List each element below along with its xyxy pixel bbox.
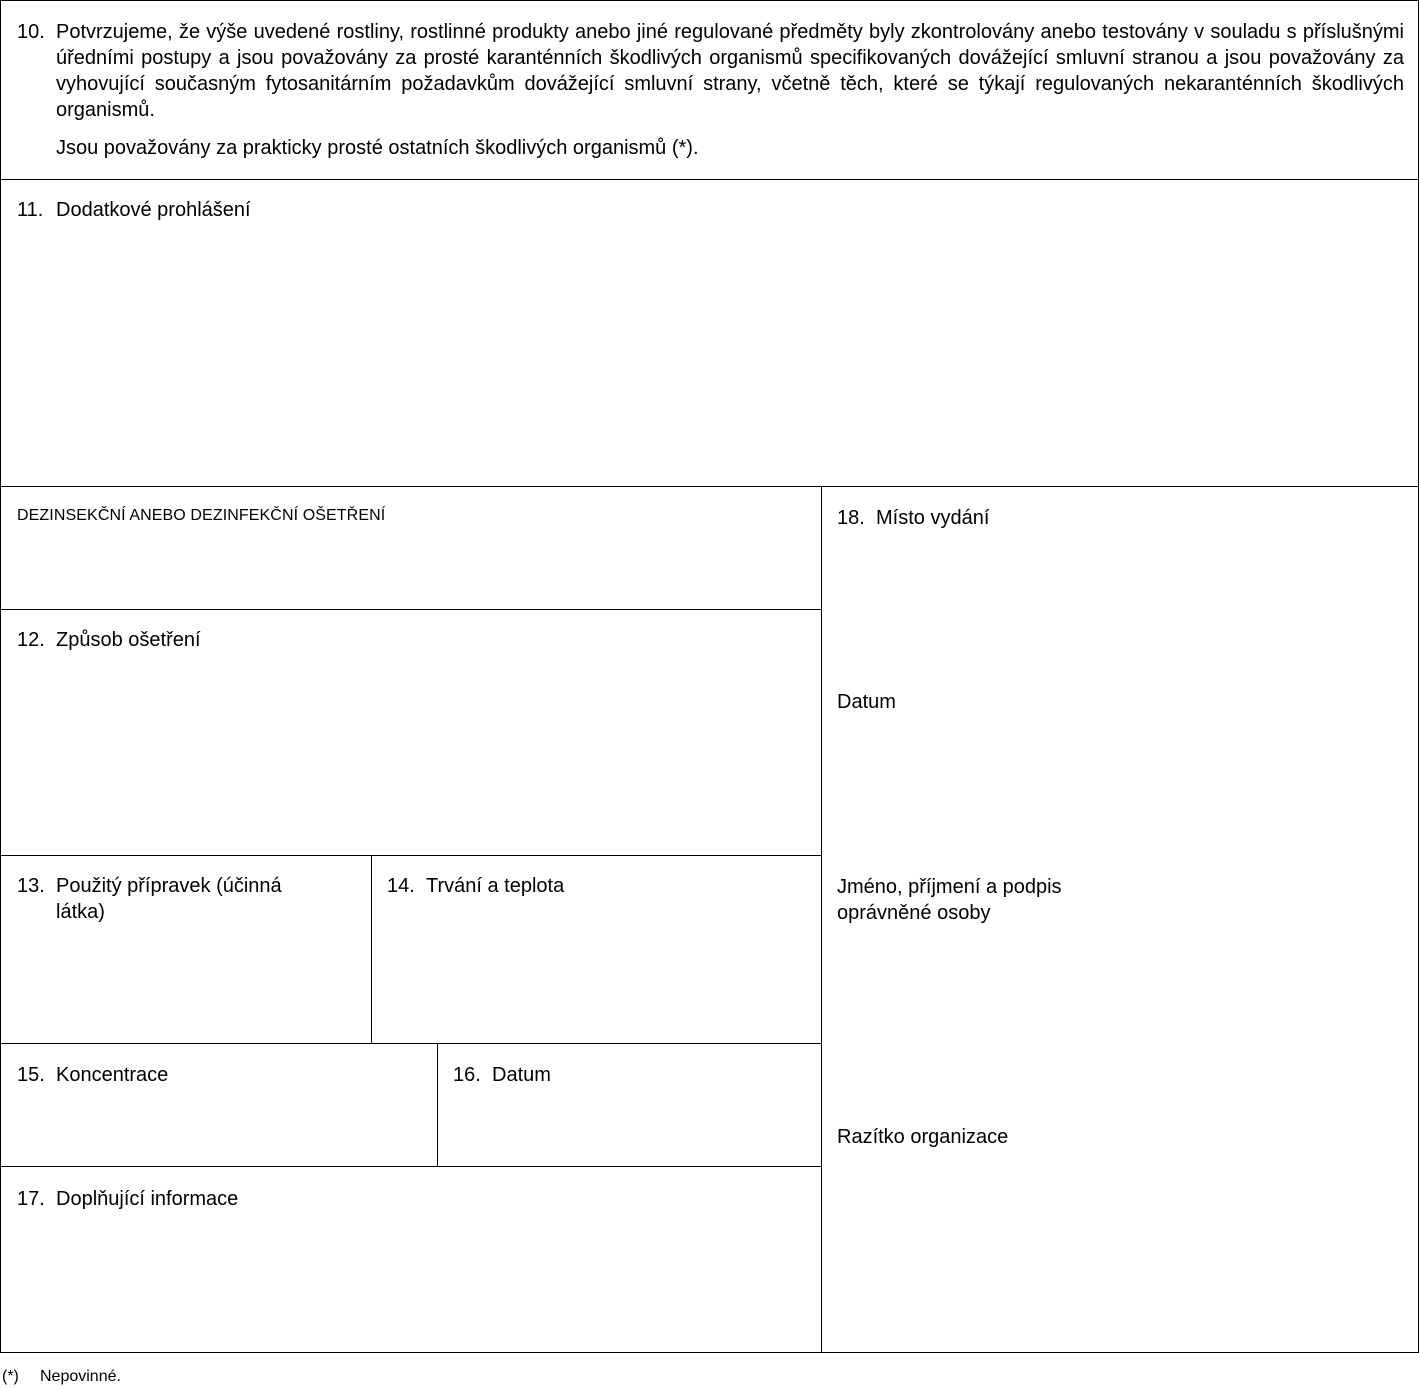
issue-date-label: Datum xyxy=(837,691,896,713)
section-18-label: Místo vydání xyxy=(876,507,990,529)
treatment-header: DEZINSEKČNÍ ANEBO DEZINFEKČNÍ OŠETŘENÍ xyxy=(17,507,386,524)
section-14-label: Trvání a teplota xyxy=(426,875,565,897)
section-18-number: 18. xyxy=(837,507,865,529)
divider-11-treatment xyxy=(0,486,1419,487)
divider-left-right xyxy=(821,486,822,1353)
section-11-label: Dodatkové prohlášení xyxy=(56,199,251,221)
section-10-number: 10. xyxy=(17,21,45,43)
signature-label: Jméno, příjmení a podpis oprávněné osoby xyxy=(837,876,1062,924)
footnote-marker: (*) xyxy=(2,1368,19,1385)
divider-header-12 xyxy=(0,609,822,610)
divider-13-15 xyxy=(0,1043,822,1044)
section-13-number: 13. xyxy=(17,875,45,897)
section-12-label: Způsob ošetření xyxy=(56,629,201,651)
section-15-number: 15. xyxy=(17,1064,45,1086)
section-16-label: Datum xyxy=(492,1064,551,1086)
section-16-number: 16. xyxy=(453,1064,481,1086)
section-17-label: Doplňující informace xyxy=(56,1188,239,1210)
stamp-label: Razítko organizace xyxy=(837,1126,1009,1148)
divider-12-13 xyxy=(0,855,822,856)
divider-15-16 xyxy=(437,1043,438,1167)
divider-13-14 xyxy=(371,855,372,1044)
section-10-paragraph-2: Jsou považovány za prakticky prosté ostatních škodlivých organismů (*). xyxy=(56,137,699,159)
section-15-label: Koncentrace xyxy=(56,1064,169,1086)
section-13-label: Použitý přípravek (účinná látka) xyxy=(56,875,282,923)
footnote-text: Nepovinné. xyxy=(40,1368,121,1385)
section-14-number: 14. xyxy=(387,875,415,897)
section-12-number: 12. xyxy=(17,629,45,651)
section-11-number: 11. xyxy=(17,199,44,221)
section-17-number: 17. xyxy=(17,1188,45,1210)
divider-10-11 xyxy=(0,179,1419,180)
divider-15-17 xyxy=(0,1166,822,1167)
section-10-paragraph: Potvrzujeme, že výše uvedené rostliny, rostlinné produkty anebo jiné regulované předměty byly zkontrolovány anebo testovány v souladu s příslušnými úředními postupy a jsou považovány za prosté karanténních škodlivých organismů specifikovaných dovážející smluvní stranou a jsou považovány za vyhovující současným fytosanitárním požadavkům dovážející smluvní strany, včetně těch, které se týkají regulovaných nekaranténních škodlivých organismů. xyxy=(56,21,1404,121)
